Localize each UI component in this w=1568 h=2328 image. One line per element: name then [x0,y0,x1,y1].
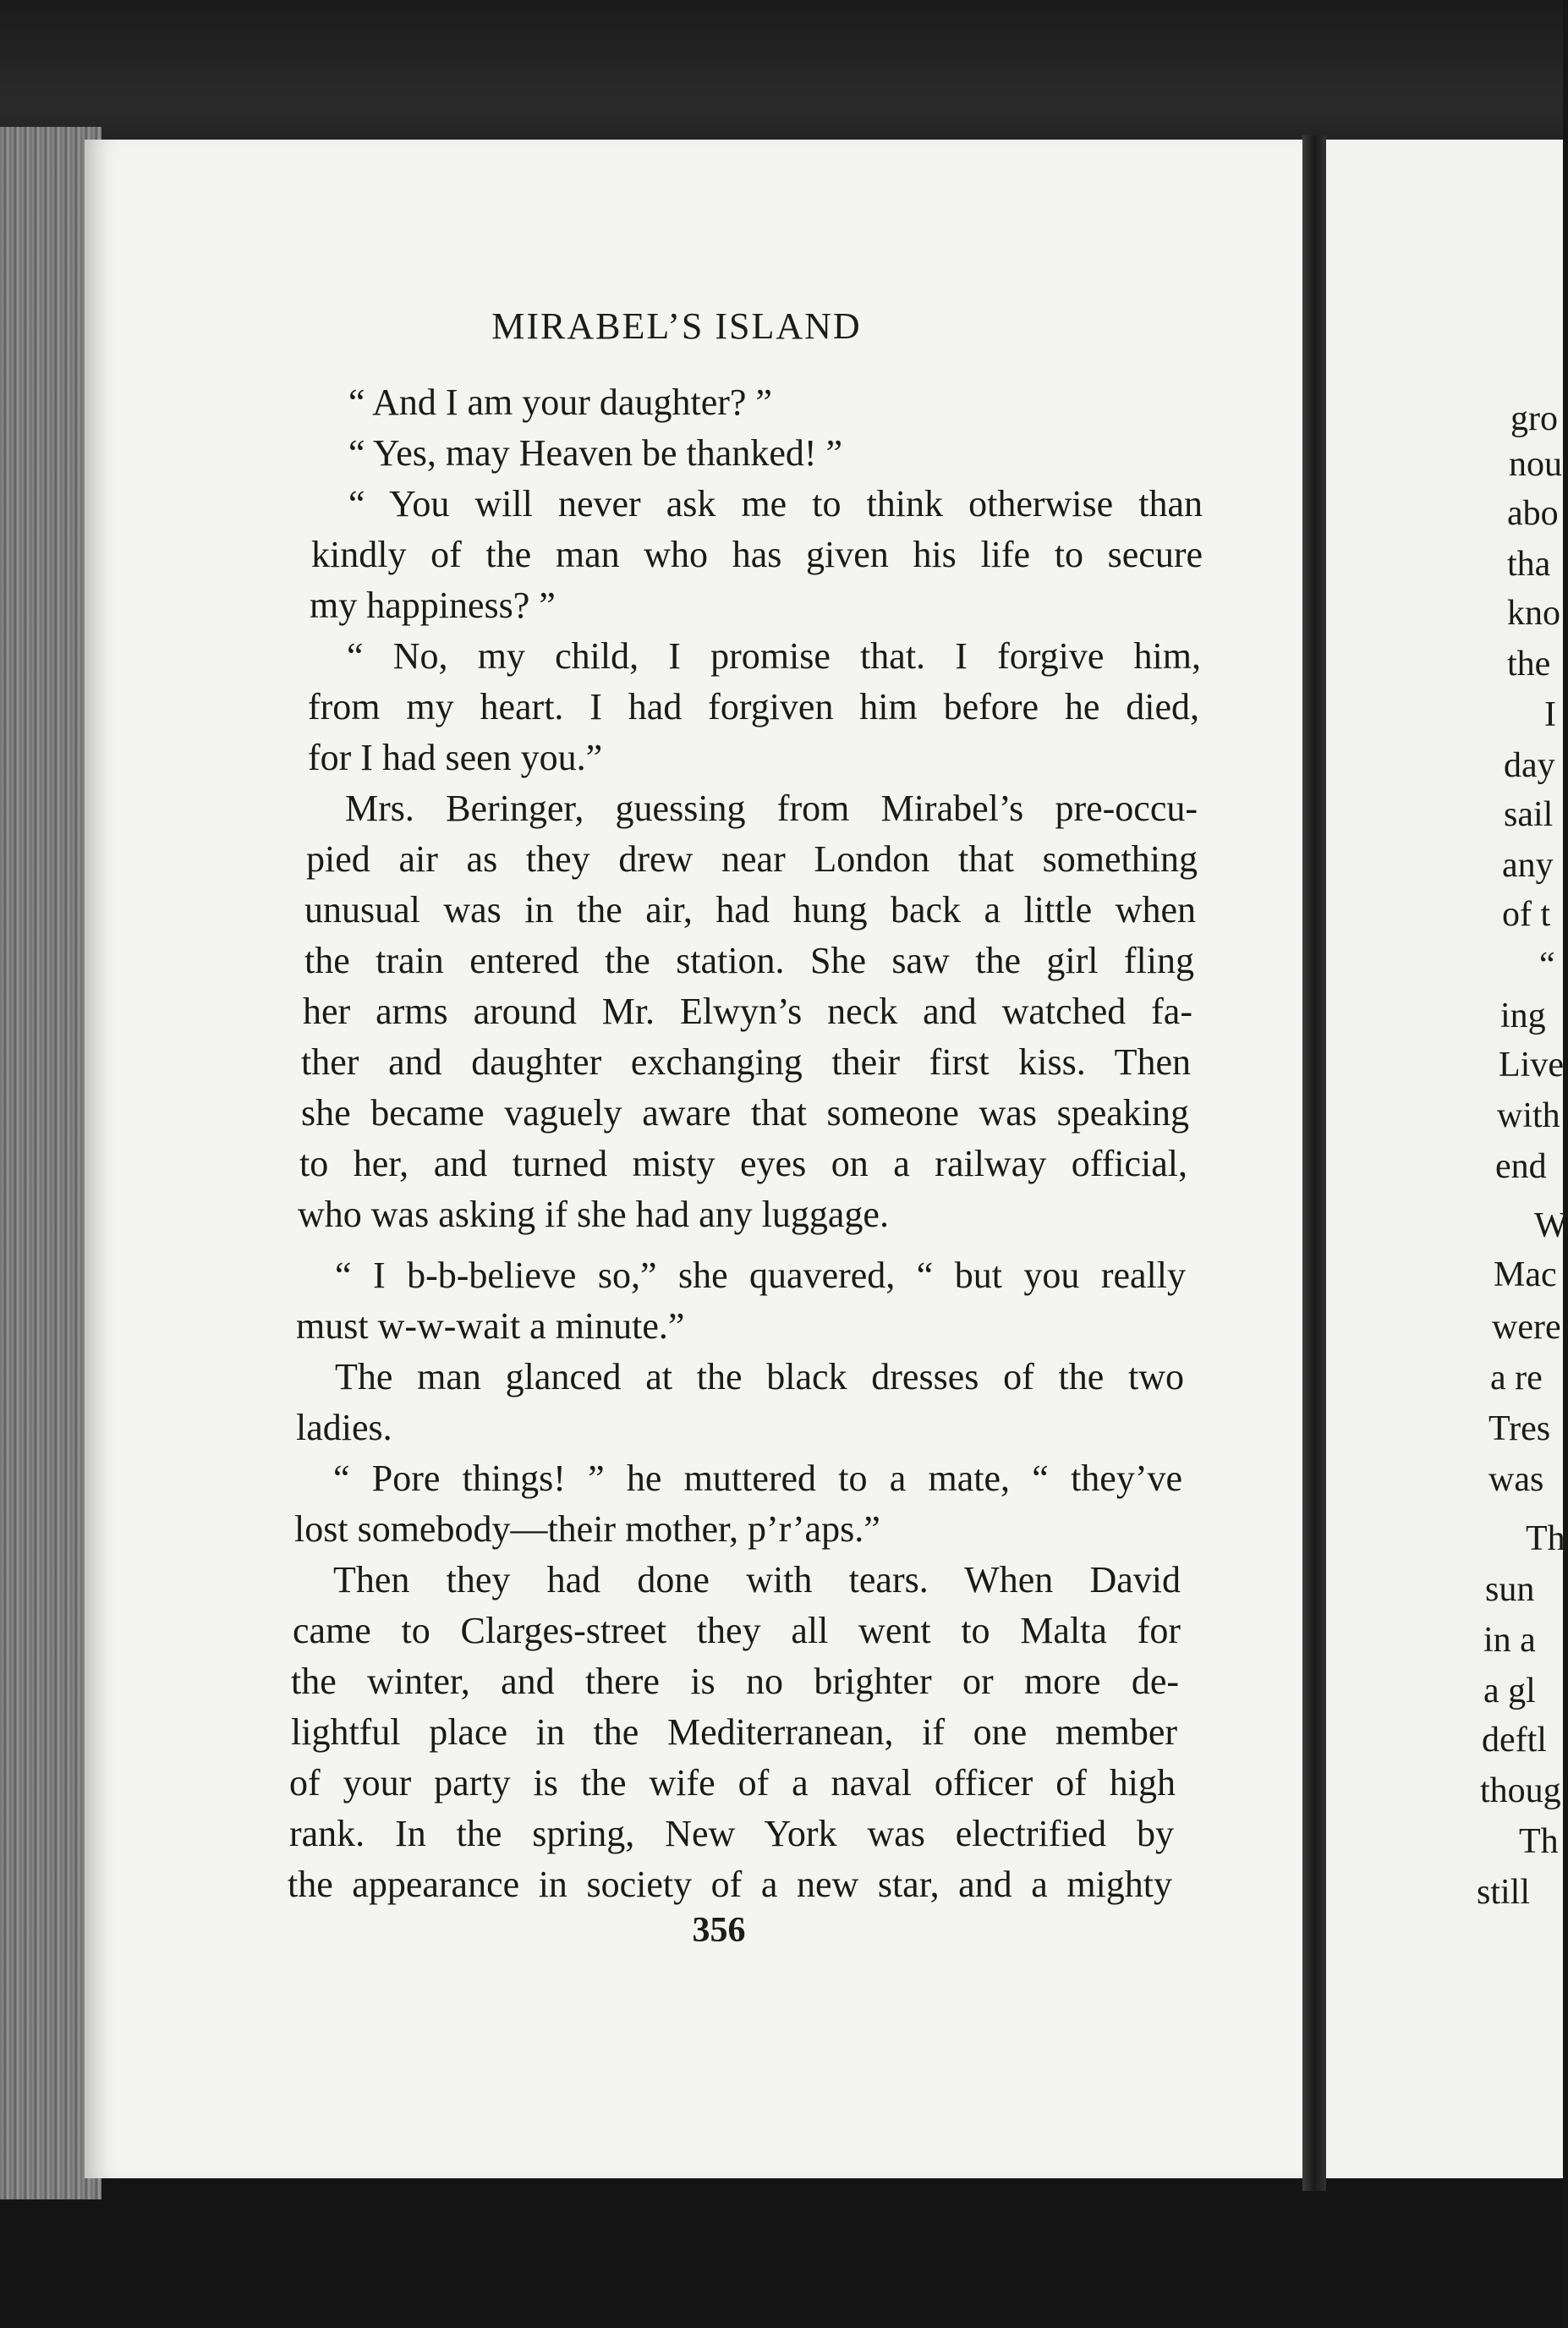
text-line: the train entered the station. She saw the girl fling [304,940,1194,981]
text-fragment: W [1534,1206,1568,1245]
text-line: “ Yes, may Heaven be thanked! ” [348,432,843,474]
book-gutter [1302,135,1326,2191]
text-fragment: in a [1483,1621,1536,1660]
text-line: “ Pore things! ” he muttered to a mate, “ they’ve [333,1458,1182,1499]
page-number: 356 [692,1911,746,1950]
text-line: ladies. [296,1407,392,1448]
text-fragment: Tres [1489,1409,1551,1448]
text-fragment: abo [1507,494,1559,533]
text-line: from my heart. I had forgiven him before he died, [308,686,1199,728]
text-fragment: “ [1539,946,1555,985]
text-fragment: a gl [1483,1672,1536,1710]
text-line: “ And I am your daughter? ” [348,382,772,423]
text-fragment: Mac [1494,1255,1557,1294]
text-line: must w-w-wait a minute.” [296,1305,685,1347]
text-fragment: deftl [1482,1721,1547,1760]
text-fragment: thoug [1480,1771,1561,1810]
text-fragment: were [1492,1308,1561,1347]
text-line: “ You will never ask me to think otherwise than [348,483,1203,524]
text-line: came to Clarges-street they all went to Malta for [293,1610,1181,1651]
text-line: the winter, and there is no brighter or more de- [291,1661,1179,1702]
text-fragment: ing [1500,997,1546,1035]
text-fragment: nou [1509,445,1562,484]
text-fragment: day [1504,746,1555,785]
text-line: of your party is the wife of a naval officer of high [289,1762,1176,1804]
text-line: lightful place in the Mediterranean, if one member [291,1711,1177,1753]
text-fragment: gro [1510,399,1558,438]
text-fragment: was [1489,1460,1544,1499]
text-line: kindly of the man who has given his life to secure [311,534,1203,575]
text-line: her arms around Mr. Elwyn’s neck and watched fa- [303,991,1192,1032]
running-head: MIRABEL’S ISLAND [491,305,862,347]
text-fragment: any [1502,846,1554,885]
text-line: rank. In the spring, New York was electrified by [289,1813,1174,1854]
text-line: the appearance in society of a new star, and a mighty [288,1864,1172,1905]
text-fragment: Th [1526,1519,1565,1558]
text-line: Mrs. Beringer, guessing from Mirabel’s pre-occu- [345,788,1198,829]
text-line: to her, and turned misty eyes on a railway official, [299,1143,1187,1184]
top-shadow [0,0,1563,148]
text-line: ther and daughter exchanging their first kiss. Then [301,1041,1191,1083]
text-line: Then they had done with tears. When David [333,1559,1181,1600]
text-fragment: tha [1507,545,1551,584]
text-line: for I had seen you.” [308,737,603,778]
text-line: pied air as they drew near London that something [306,838,1198,880]
text-fragment: Live [1499,1046,1564,1084]
text-fragment: still [1477,1873,1531,1912]
text-line: unusual was in the air, had hung back a little when [304,889,1196,931]
text-fragment: of t [1502,895,1551,934]
text-fragment: kno [1507,594,1560,633]
text-fragment: end [1495,1147,1547,1186]
text-fragment: Th [1519,1822,1559,1861]
text-line: my happiness? ” [310,585,556,626]
text-fragment: I [1544,695,1556,734]
text-fragment: sail [1504,795,1554,834]
text-line: she became vaguely aware that someone was speaking [301,1092,1189,1134]
text-fragment: the [1507,645,1551,684]
text-fragment: sun [1485,1570,1535,1609]
text-fragment: a re [1490,1359,1543,1397]
text-line: lost somebody—their mother, p’r’aps.” [294,1508,880,1550]
text-line: The man glanced at the black dresses of the two [335,1356,1184,1397]
text-line: who was asking if she had any luggage. [298,1194,889,1235]
text-fragment: with [1497,1096,1560,1135]
text-line: “ I b-b-believe so,” she quavered, “ but you really [335,1255,1186,1296]
text-line: “ No, my child, I promise that. I forgive him, [347,635,1201,677]
